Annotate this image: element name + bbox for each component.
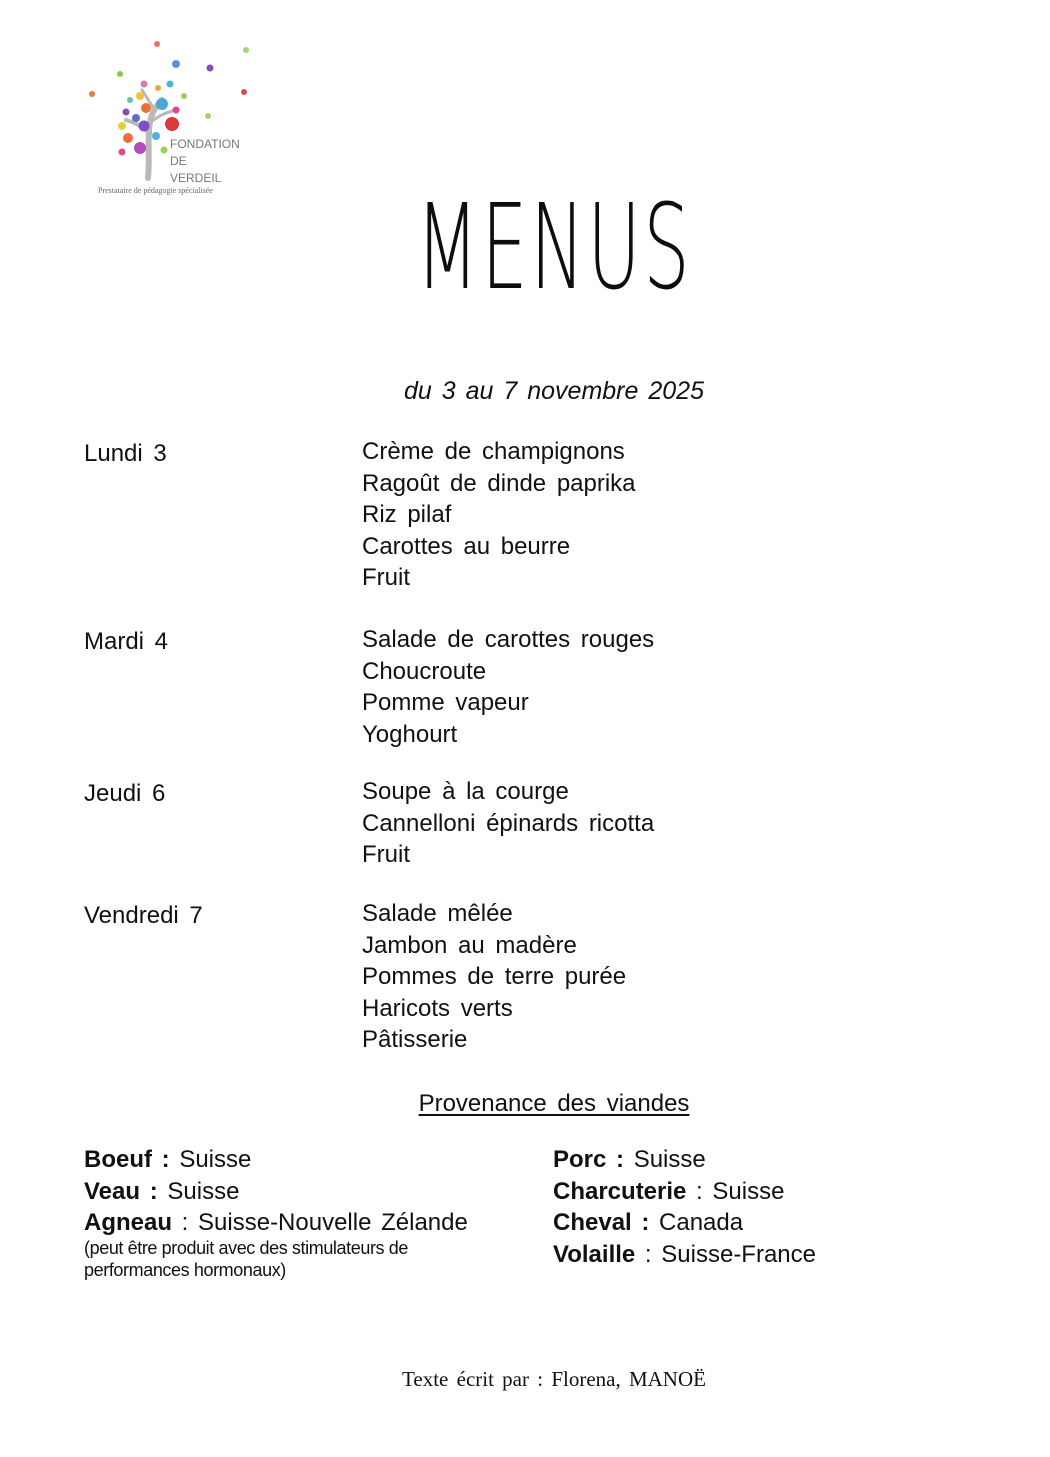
meat-origin: Suisse-France — [661, 1240, 817, 1268]
meat-origin: Suisse — [179, 1146, 252, 1173]
provenance-heading: Provenance des viandes — [418, 1090, 690, 1117]
provenance-right-column — [553, 1148, 816, 1274]
provenance-left-column — [84, 1148, 474, 1281]
provenance-row — [553, 1177, 816, 1212]
separator: : — [606, 1146, 634, 1173]
logo-line: DE — [170, 154, 187, 168]
dish-item: Soupe à la courge — [362, 778, 569, 805]
hormone-note: (peut être produit avec des stimulateurs de performances hormonaux) — [84, 1237, 408, 1280]
meat-label: Agneau — [84, 1209, 173, 1236]
provenance-row — [84, 1177, 474, 1212]
dish-list — [362, 440, 636, 598]
logo-line: VERDEIL — [170, 171, 222, 185]
separator: : — [172, 1209, 199, 1236]
separator: : — [635, 1240, 662, 1268]
dish-item: Cannelloni épinards ricotta — [362, 809, 655, 837]
day-name: Mardi 4 — [84, 628, 169, 655]
meat-origin: Suisse — [167, 1177, 240, 1205]
dish-item: Salade mêlée — [362, 900, 513, 927]
dish-item: Fruit — [362, 564, 410, 591]
meat-label: Volaille — [553, 1240, 636, 1268]
separator: : — [140, 1177, 168, 1205]
dish-item: Pomme vapeur — [362, 689, 529, 716]
meat-origin: Suisse — [712, 1177, 785, 1205]
dish-item: Yoghourt — [362, 720, 458, 748]
dish-item: Ragoût de dinde paprika — [362, 469, 636, 497]
meat-label: Cheval — [553, 1209, 632, 1236]
separator: : — [686, 1177, 713, 1205]
dish-list — [362, 902, 626, 1060]
provenance-row — [553, 1211, 816, 1243]
day-name: Lundi 3 — [84, 440, 167, 467]
meat-label: Charcuterie — [553, 1177, 687, 1205]
separator: : — [152, 1146, 180, 1173]
day-name: Vendredi 7 — [84, 902, 203, 929]
page-title: MENUS — [415, 178, 693, 316]
logo-line: FONDATION — [170, 137, 240, 151]
dish-list — [362, 628, 654, 754]
meat-label: Boeuf — [84, 1146, 152, 1173]
dish-item: Salade de carottes rouges — [362, 626, 655, 653]
meat-label: Porc — [553, 1146, 607, 1173]
meat-origin: Suisse-Nouvelle Zélande — [198, 1209, 468, 1236]
dish-item: Pommes de terre purée — [362, 963, 627, 990]
dish-item: Riz pilaf — [362, 501, 452, 528]
logo-tagline: Prestataire de pédagogie spécialisée — [98, 186, 213, 195]
dish-item: Carottes au beurre — [362, 532, 571, 560]
provenance-row — [84, 1148, 474, 1180]
dish-item: Fruit — [362, 841, 410, 868]
dish-item: Haricots verts — [362, 994, 513, 1022]
meat-origin: Suisse — [633, 1146, 706, 1173]
day-name: Jeudi 6 — [84, 780, 166, 807]
dish-item: Crème de champignons — [362, 438, 625, 465]
dish-item: Jambon au madère — [362, 931, 577, 959]
author-credit: Texte écrit par : Florena, MANOË — [402, 1367, 706, 1391]
date-range: du 3 au 7 novembre 2025 — [404, 377, 704, 405]
fondation-de-verdeil-logo — [84, 38, 264, 203]
logo-wordmark — [170, 136, 240, 187]
dish-item: Choucroute — [362, 657, 487, 685]
meat-label: Veau — [84, 1177, 141, 1205]
dish-list — [362, 780, 654, 875]
meat-origin: Canada — [659, 1209, 744, 1236]
provenance-row — [553, 1240, 817, 1275]
separator: : — [631, 1209, 660, 1236]
dish-item: Pâtisserie — [362, 1026, 468, 1053]
provenance-row — [553, 1148, 816, 1180]
